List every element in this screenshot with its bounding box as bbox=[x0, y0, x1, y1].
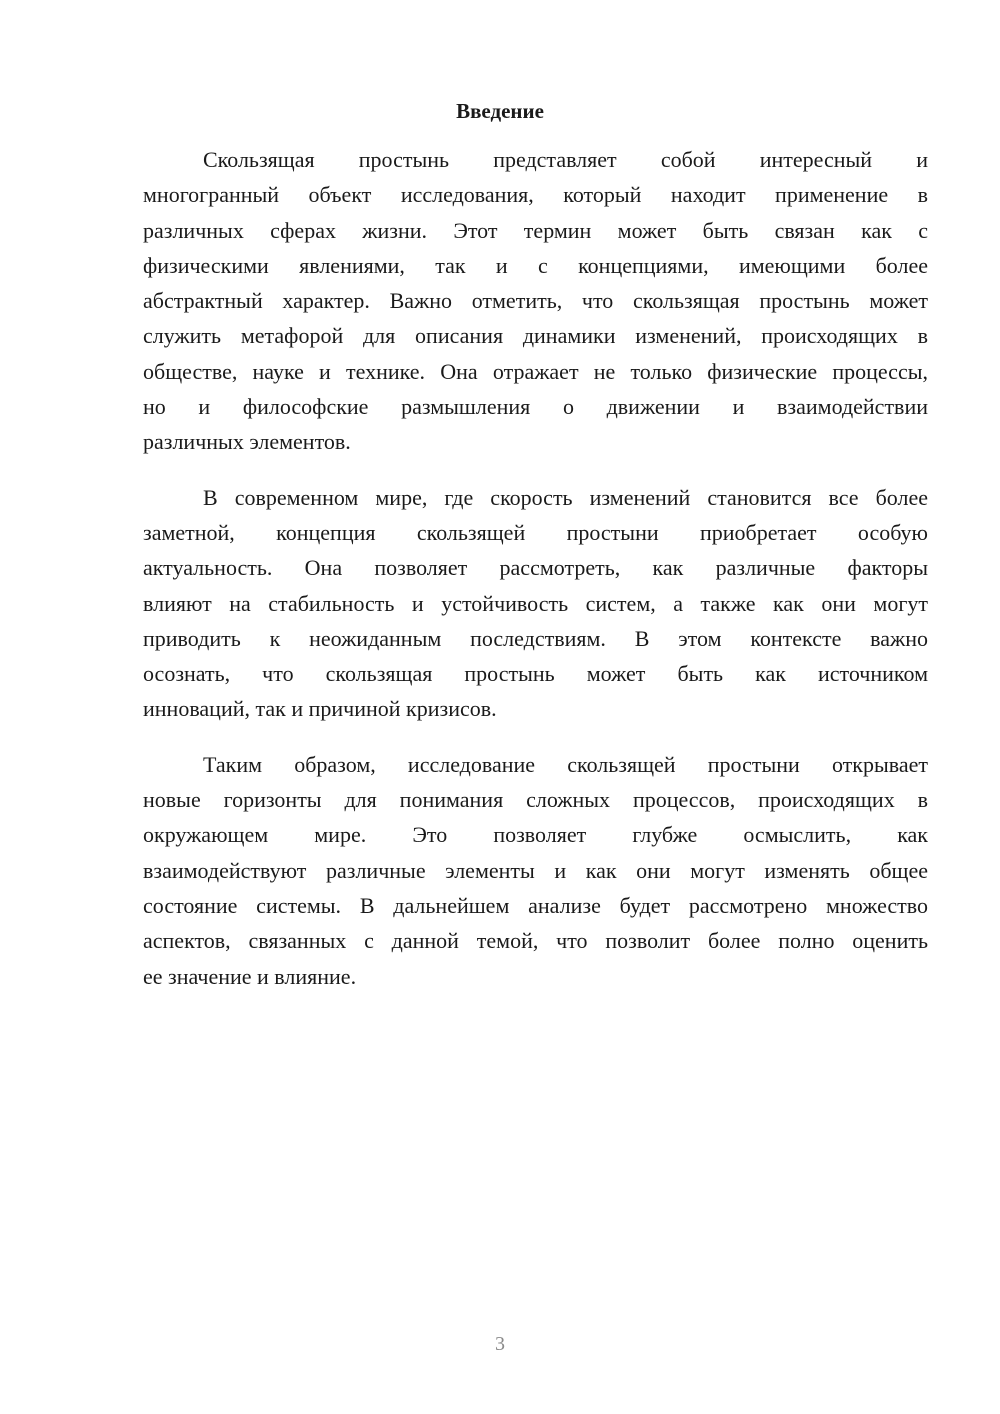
section-title: Введение bbox=[456, 99, 544, 123]
text-line: Таким образом, исследование скользящей простыни открывает bbox=[203, 751, 928, 777]
text-line: актуальность. Она позволяет рассмотреть, как различные факторы bbox=[143, 555, 928, 581]
text-line: новые горизонты для понимания сложных процессов, происходящих в bbox=[143, 787, 928, 813]
text-line: Скользящая простынь представляет собой интересный и bbox=[203, 147, 928, 172]
text-line: абстрактный характер. Важно отметить, что скользящая простынь может bbox=[143, 288, 928, 314]
document-body bbox=[143, 142, 928, 1014]
text-line: приводить к неожиданным последствиям. В этом контексте важно bbox=[143, 625, 928, 651]
text-line: влияют на стабильность и устойчивость систем, а также как они могут bbox=[143, 590, 928, 616]
page-number: 3 bbox=[495, 1333, 505, 1355]
text-line: различных элементов. bbox=[143, 429, 351, 455]
text-line: В современном мире, где скорость изменений становится все более bbox=[203, 484, 928, 510]
text-line: инноваций, так и причиной кризисов. bbox=[143, 696, 497, 722]
paragraph bbox=[143, 480, 928, 727]
text-line: обществе, науке и технике. Она отражает не только физические процессы, bbox=[143, 358, 928, 384]
text-line: осознать, что скользящая простынь может быть как источником bbox=[143, 661, 928, 687]
text-line: многогранный объект исследования, который находит применение в bbox=[143, 182, 928, 208]
paragraph bbox=[143, 142, 928, 460]
text-line: физическими явлениями, так и с концепциями, имеющими более bbox=[143, 252, 928, 278]
paragraph bbox=[143, 747, 928, 994]
text-line: но и философские размышления о движении и взаимодействии bbox=[143, 394, 928, 420]
text-line: различных сферах жизни. Этот термин может быть связан как с bbox=[143, 217, 928, 243]
text-line: заметной, концепция скользящей простыни приобретает особую bbox=[143, 519, 928, 545]
text-line: состояние системы. В дальнейшем анализе будет рассмотрено множество bbox=[143, 892, 928, 918]
text-line: служить метафорой для описания динамики изменений, происходящих в bbox=[143, 323, 928, 349]
text-line: окружающем мире. Это позволяет глубже осмыслить, как bbox=[143, 822, 928, 848]
text-line: ее значение и влияние. bbox=[143, 963, 357, 989]
text-line: аспектов, связанных с данной темой, что позволит более полно оценить bbox=[143, 928, 928, 954]
text-line: взаимодействуют различные элементы и как они могут изменять общее bbox=[143, 857, 928, 883]
